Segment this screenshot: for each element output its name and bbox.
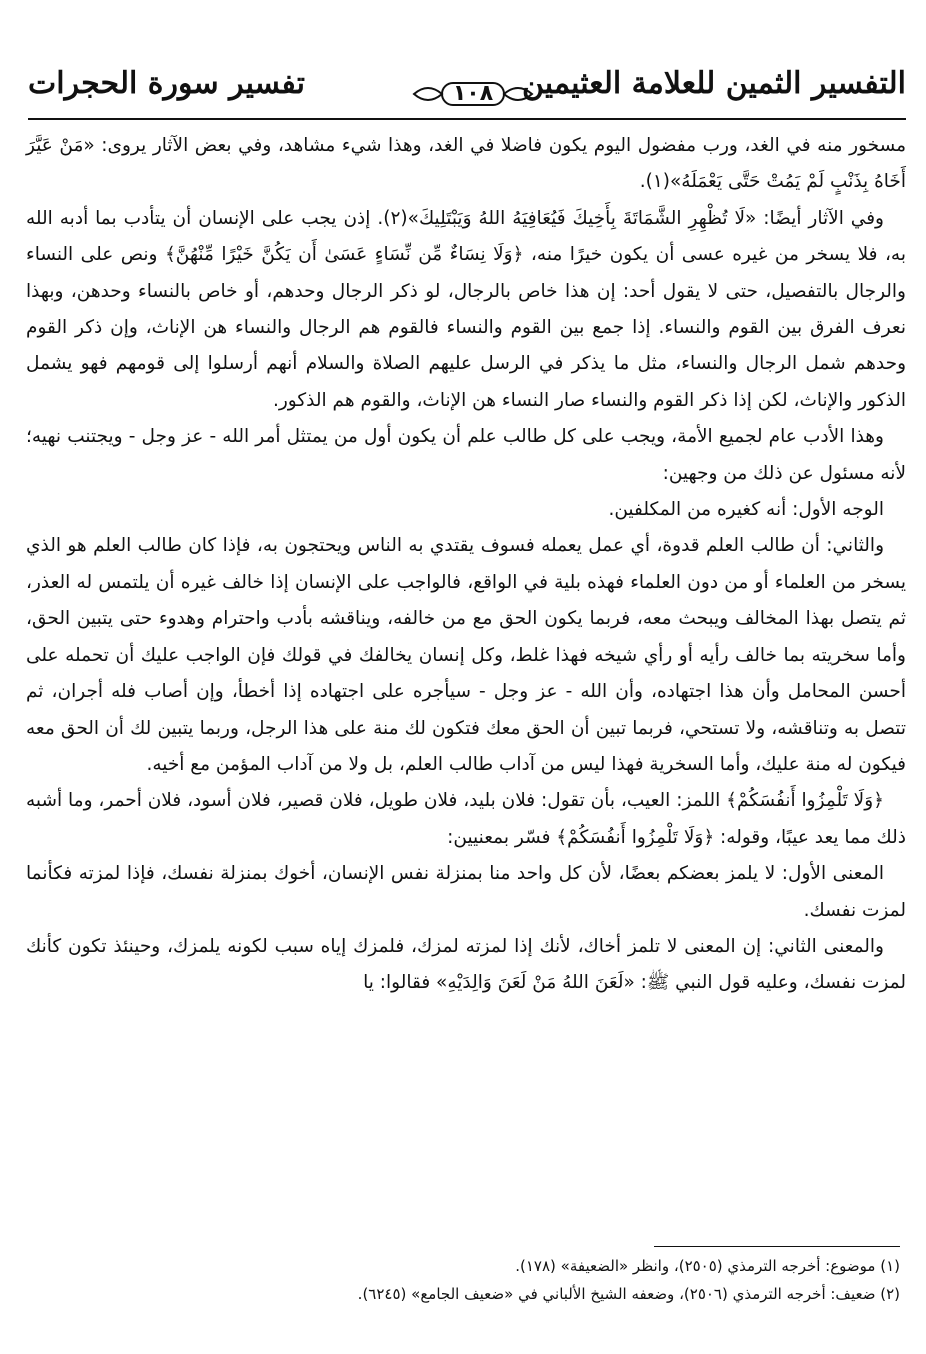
paragraph: والثاني: أن طالب العلم قدوة، أي عمل يعمله فسوف يقتدي به الناس ويحتجون به، فإذا كان طالب العلم هو الذي يسخر من العلماء أو من دون العلماء فهذه بلية في الواقع، فالواجب على الإنسان إذا خالف غيره أن يلتمس له العذر، ثم يتصل بهذا المخالف ويبحث معه، فربما يكون الحق مع من خالفه، ويناقشه بأدب واحترام وهدوء حتى يتبين الحق، وأما سخريته بما خالف رأيه أو رأي شيخه فهذا غلط، وكل إنسان يخالفك في قولك فإن الواجب عليك أن تحمله على أحسن المحامل وأن هذا اجتهاده، وأن الله - عز وجل - سيأجره على اجتهاده إذا أخطأ، وإن أصاب فله أجران، ثم تتصل به وتناقشه، ولا تستحي، فربما تبين أن الحق معك فتكون لك منة على هذا الرجل، وربما يتبين لك أن الحق معه فيكون له منة عليك، وأما السخرية فهذا ليس من آداب طالب العلم، بل ولا من آداب المؤمن مع أخيه. <box>26 535 906 775</box>
paragraph: والمعنى الثاني: إن المعنى لا تلمز أخاك، لأنك إذا لمزته لمزك، فلمزك إياه سبب لكونه يلمزك، وحينئذ تكون كأنك لمزت نفسك، وعليه قول النبي ﷺ: «لَعَنَ اللهُ مَنْ لَعَنَ وَالِدَيْهِ» فقالوا: يا <box>26 935 906 994</box>
paragraph: مسخور منه في الغد، ورب مفضول اليوم يكون فاضلا في الغد، وهذا شيء مشاهد، وفي بعض الآثار يروى: «مَنْ عَيَّرَ أَخَاهُ بِذَنْبٍ لَمْ يَمُتْ حَتَّى يَعْمَلَهُ»(١). <box>26 135 906 193</box>
book-title: التفسير الثمين للعلامة العثيمين <box>521 66 906 101</box>
page-header <box>28 62 906 120</box>
footnote-divider <box>654 1246 900 1247</box>
header-rule <box>28 118 906 120</box>
paragraph: وهذا الأدب عام لجميع الأمة، ويجب على كل طالب علم أن يكون أول من يمتثل أمر الله - عز وجل - ويجتنب نهيه؛ لأنه مسئول عن ذلك من وجهين: <box>26 426 906 484</box>
footnote: (٢) ضعيف: أخرجه الترمذي (٢٥٠٦)، وضعفه الشيخ الألباني في «ضعيف الجامع» (٦٢٤٥). <box>357 1285 900 1303</box>
footnotes <box>20 1252 900 1308</box>
main-text <box>26 128 906 1002</box>
page-number-text: ١٠٨ <box>452 81 494 106</box>
footnote: (١) موضوع: أخرجه الترمذي (٢٥٠٥)، وانظر «الضعيفة» (١٧٨). <box>515 1257 900 1275</box>
page-number <box>408 80 538 108</box>
paragraph: وفي الآثار أيضًا: «لَا تُظْهِرِ الشَّمَاتَةَ بِأَخِيكَ فَيُعَافِيَهُ اللهُ وَيَبْتَلِيكَ»(٢). إذن يجب على الإنسان أن يتأدب بما أدبه الله به، فلا يسخر من غيره عسى أن يكون خيرًا منه، ﴿وَلَا نِسَاءٌ مِّن نِّسَاءٍ عَسَىٰ أَن يَكُنَّ خَيْرًا مِّنْهُنَّ﴾ ونص على النساء والرجال بالتفصيل، حتى لا يقول أحد: إن هذا خاص بالرجال، لو ذكر الرجال وحدهم، أو خاص بالنساء وحدهن، وبهذا نعرف الفرق بين القوم والنساء. إذا جمع بين القوم والنساء فالقوم هم الرجال والنساء هن الإناث، وإن ذكر القوم وحدهم شمل الرجال والنساء، مثل ما يذكر في الرسل عليهم الصلاة والسلام أنهم أرسلوا إلى قومهم فهو يشمل الذكور والإناث، لكن إذا ذكر القوم والنساء صار النساء هن الإناث، والقوم هم الذكور. <box>26 207 906 411</box>
surah-title: تفسير سورة الحجرات <box>28 66 305 101</box>
paragraph: الوجه الأول: أنه كغيره من المكلفين. <box>608 499 884 521</box>
paragraph: ﴿وَلَا تَلْمِزُوا أَنفُسَكُمْ﴾ اللمز: العيب، بأن تقول: فلان بليد، فلان طويل، فلان قصير، فلان أسود، فلان أحمر، وما أشبه ذلك مما يعد عيبًا، وقوله: ﴿وَلَا تَلْمِزُوا أَنفُسَكُمْ﴾ فسّر بمعنيين: <box>26 790 906 848</box>
paragraph: المعنى الأول: لا يلمز بعضكم بعضًا، لأن كل واحد منا بمنزلة نفس الإنسان، أخوك بمنزلة نفسك، فإذا لمزته فكأنما لمزت نفسك. <box>26 863 906 921</box>
